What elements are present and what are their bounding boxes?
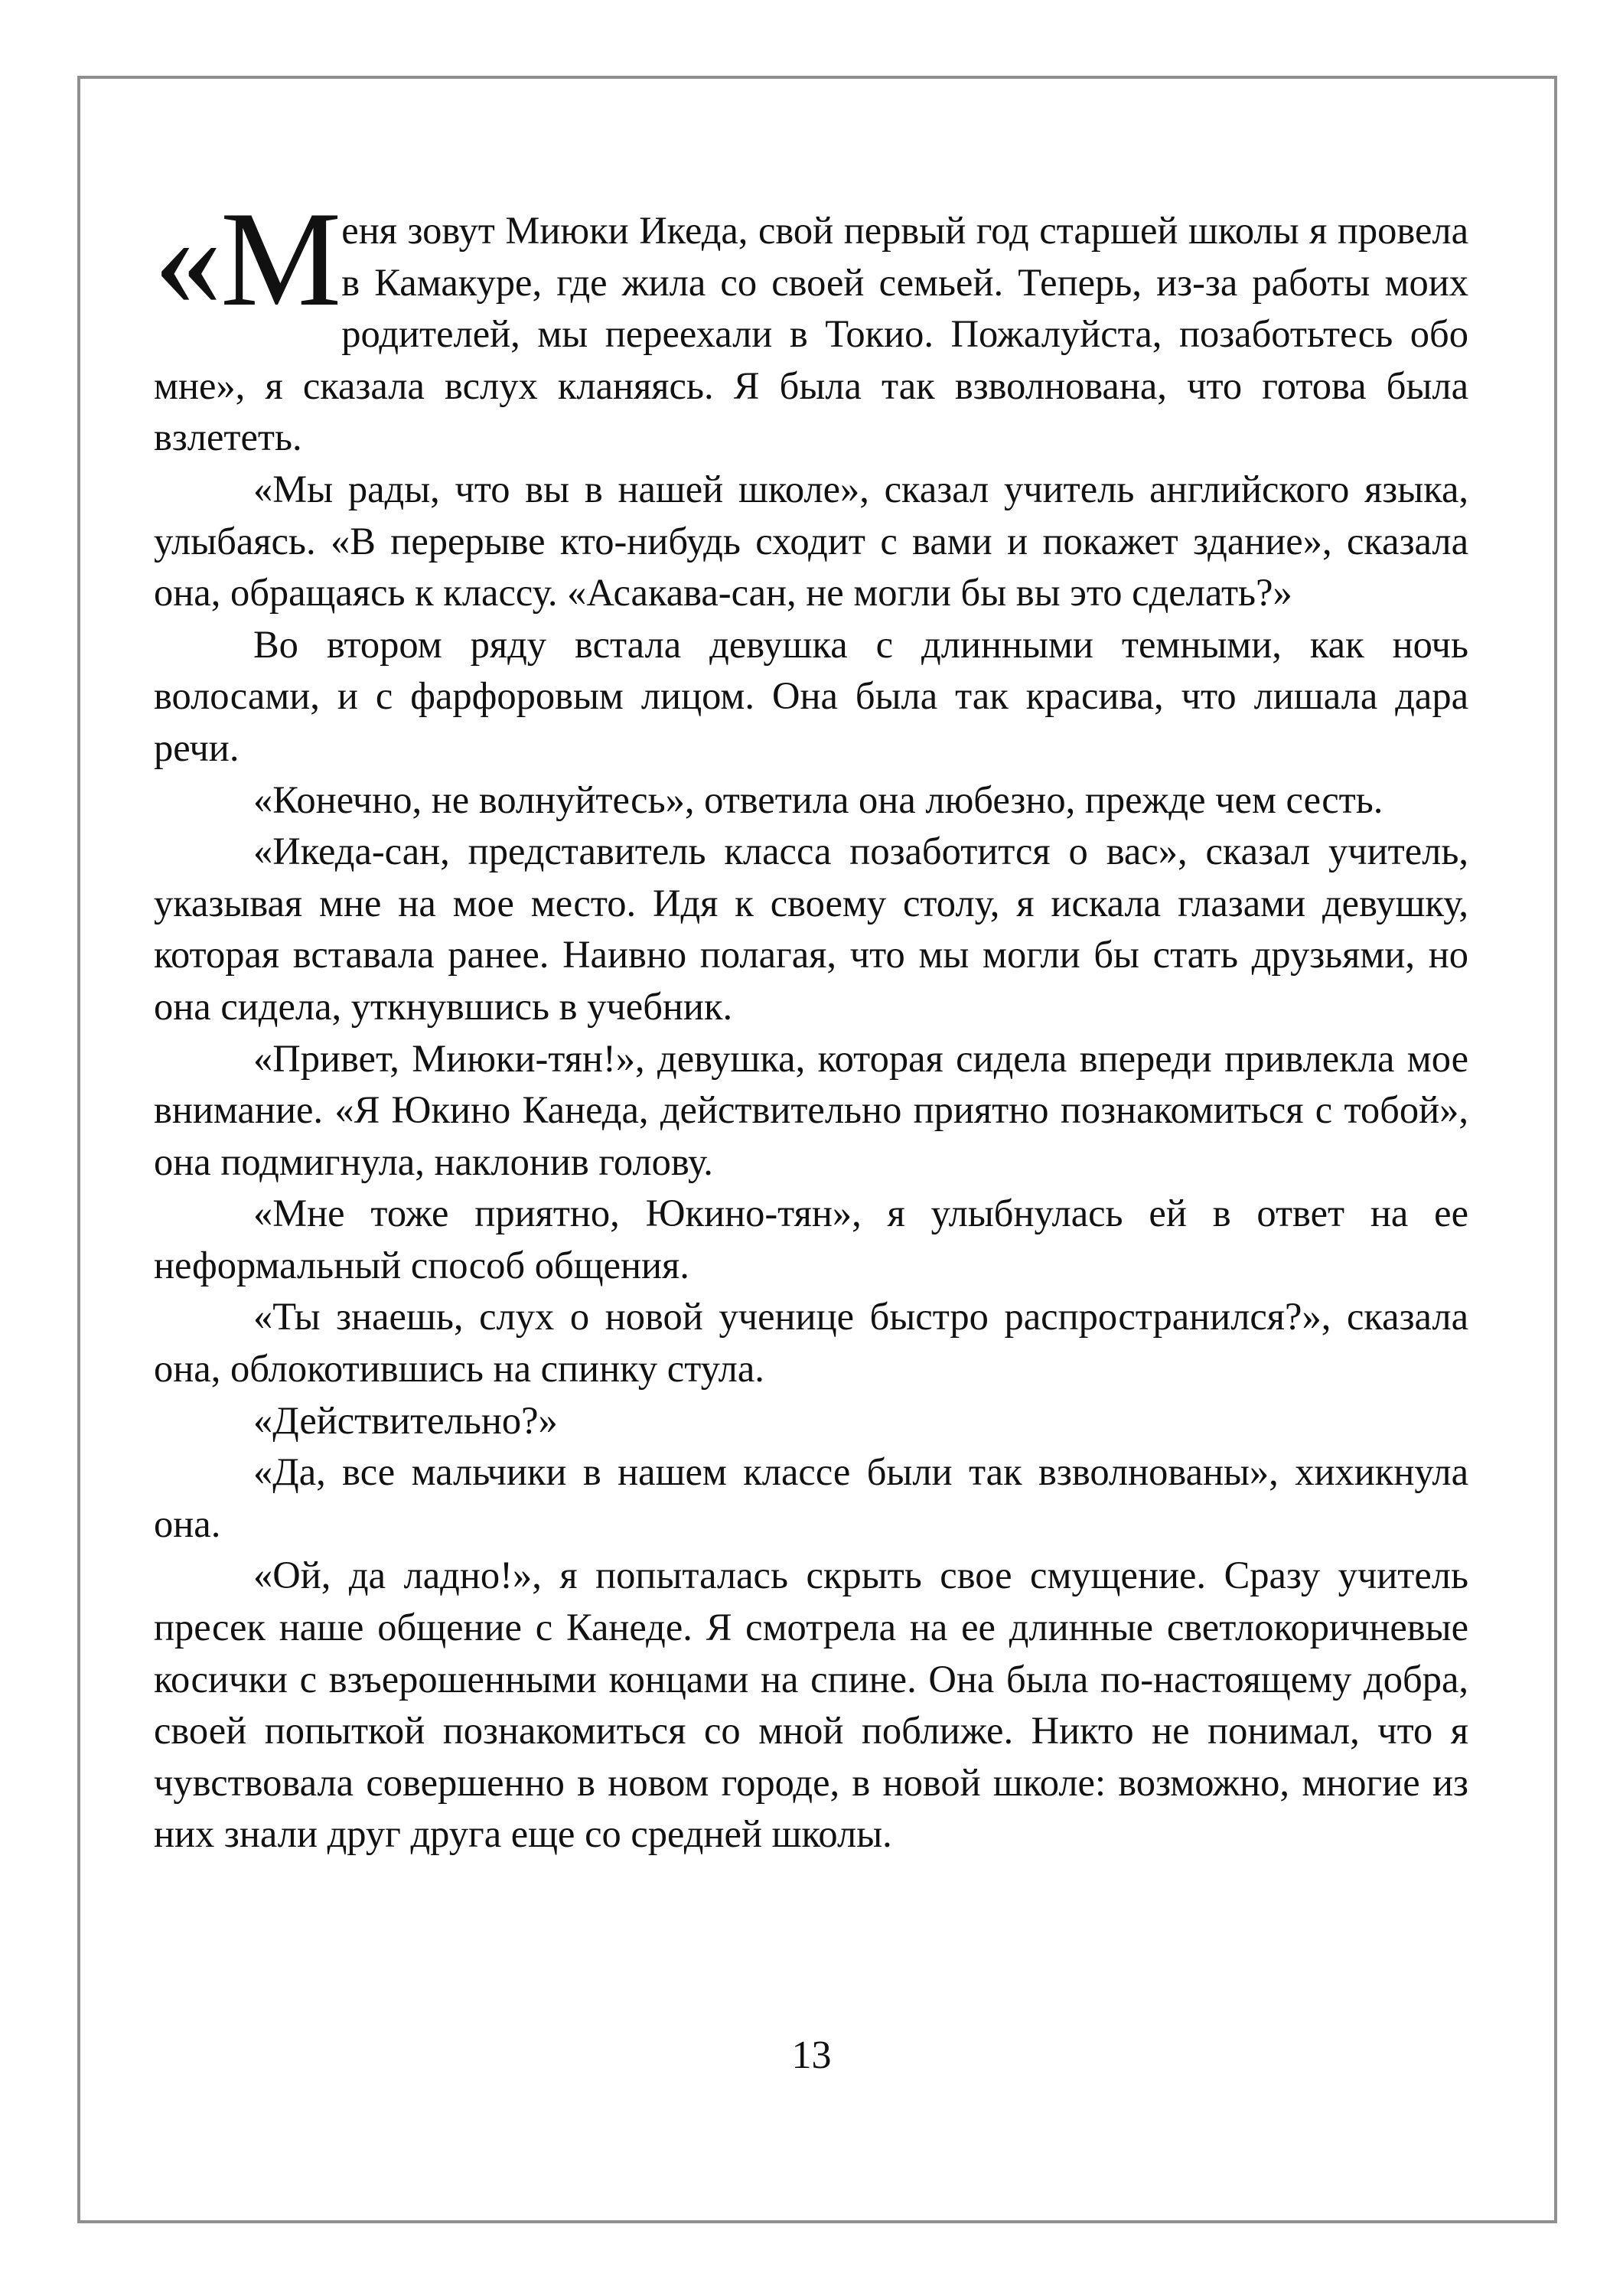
paragraph-11: «Ой, да ладно!», я попыталась скрыть свое смущение. Сразу учитель пресек наше общение с Канеде. Я смотрела на ее длинные светлокоричневые косички с взъерошенными концами на спине. Она была по-настоящему добра, своей попыткой познакомиться со мной поближе. Никто не понимал, что я чувствовала совершенно в новом городе, в новой школе: возможно, многие из них знали друг друга еще со средней школы. xyxy=(154,1554,1468,1856)
drop-cap: «М xyxy=(154,183,341,334)
paragraph-1-text: еня зовут Миюки Икеда, свой первый год старшей школы я провела в Камакуре, где жила со своей семьей. Теперь, из-за работы моих родителей, мы переехали в Токио. Пожалуйста, позаботьтесь обо мне», я сказала вслух кланяясь. Я была так взволнована, что готова была взлететь. xyxy=(154,209,1468,459)
paragraph-8: «Ты знаешь, слух о новой ученице быстро распространился?», сказала она, облокотившись на спинку стула. xyxy=(154,1295,1468,1391)
paragraph-10: «Да, все мальчики в нашем классе были так взволнованы», хихикнула она. xyxy=(154,1450,1468,1545)
paragraph-4: «Конечно, не волнуйтесь», ответила она любезно, прежде чем сесть. xyxy=(253,778,1383,821)
paragraph-3: Во втором ряду встала девушка с длинными темными, как ночь волосами, и с фарфоровым лицом. Она была так красива, что лишала дара речи. xyxy=(154,622,1468,769)
page-number: 13 xyxy=(791,2033,832,2077)
text-body xyxy=(154,183,1468,1861)
paragraph-5: «Икеда-сан, представитель класса позаботится о вас», сказал учитель, указывая мне на мое место. Идя к своему столу, я искала глазами девушку, которая вставала ранее. Наивно полагая, что мы могли бы стать друзьями, но она сидела, уткнувшись в учебник. xyxy=(154,830,1468,1028)
paragraph-7: «Мне тоже приятно, Юкино-тян», я улыбнулась ей в ответ на ее неформальный способ общения. xyxy=(154,1192,1468,1287)
paragraph-2: «Мы рады, что вы в нашей школе», сказал учитель английского языка, улыбаясь. «В перерыве кто-нибудь сходит с вами и покажет здание», сказала она, обращаясь к классу. «Асакава-сан, не могли бы вы это сделать?» xyxy=(154,467,1468,615)
paragraph-1 xyxy=(154,183,1468,464)
paragraph-6: «Привет, Миюки-тян!», девушка, которая сидела впереди привлекла мое внимание. «Я Юкино Канеда, действительно приятно познакомиться с тобой», она подмигнула, наклонив голову. xyxy=(154,1036,1468,1183)
paragraph-9: «Действительно?» xyxy=(253,1398,558,1442)
